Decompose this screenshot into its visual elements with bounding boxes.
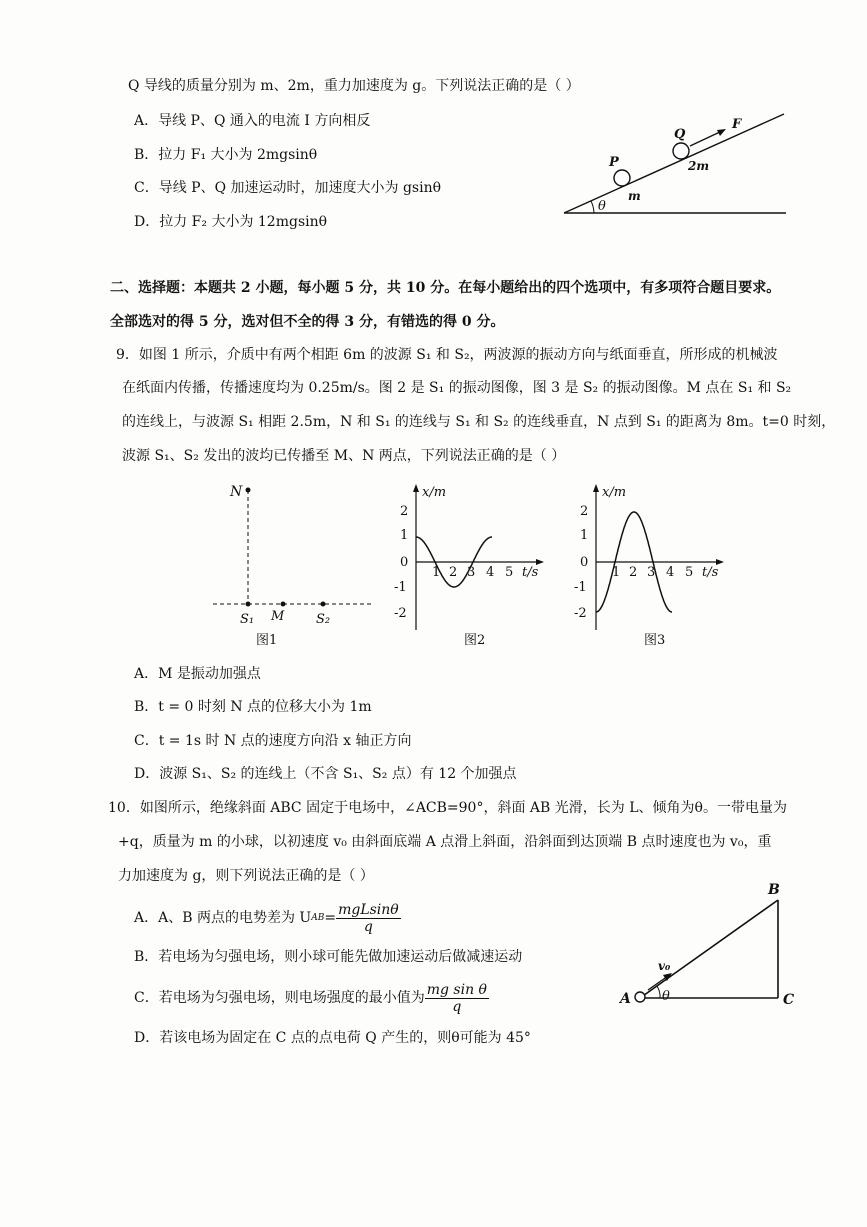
conductor-p <box>614 170 630 186</box>
x-ticks <box>612 565 693 580</box>
label-n: N <box>230 484 243 500</box>
label-f: F <box>732 117 742 132</box>
x-tick-5: 5 <box>505 565 514 580</box>
y-tick-0: 0 <box>580 555 589 570</box>
q10-option-a-fraction <box>336 902 401 935</box>
label-b: B <box>768 882 780 898</box>
x-tick-4: 4 <box>666 565 675 580</box>
y-tick-1: 1 <box>400 528 409 543</box>
y-ticks <box>574 504 588 621</box>
q9-stem-line4: 波源 S₁、S₂ 发出的波均已传播至 M、N 两点，下列说法正确的是（ ） <box>122 448 566 464</box>
y-tick-2: 2 <box>400 504 409 519</box>
q10-stem-line1: 10．如图所示，绝缘斜面 ABC 固定于电场中，∠ACB=90°，斜面 AB 光滑，长为 L、倾角为θ。一带电量为 <box>108 800 787 816</box>
y-tick-1: 1 <box>580 528 589 543</box>
q9-figure2-s1-vibration <box>392 480 552 660</box>
point-s2 <box>321 602 326 607</box>
y-tick-m1: -1 <box>574 580 587 595</box>
q10-option-c[interactable] <box>134 976 489 1020</box>
y-axis-arrowhead <box>593 484 599 492</box>
q10-stem-line2: +q，质量为 m 的小球，以初速度 v₀ 由斜面底端 A 点滑上斜面，沿斜面到达顶端 B 点时速度也为 v₀，重 <box>118 834 772 850</box>
theta-arc <box>657 986 660 998</box>
y-label: x/m <box>422 485 447 500</box>
y-tick-m1: -1 <box>394 580 407 595</box>
q10-option-a-prefix: A．A、B 两点的电势差为 U <box>134 910 312 926</box>
label-m: m <box>628 189 641 203</box>
q9-option-b[interactable]: B．t = 0 时刻 N 点的位移大小为 1m <box>134 699 372 715</box>
q10-option-c-prefix: C．若电场为匀强电场，则电场强度的最小值为 <box>134 990 425 1006</box>
x-tick-5: 5 <box>685 565 694 580</box>
label-p: P <box>609 155 619 170</box>
label-s2: S₂ <box>316 612 331 627</box>
q9-option-d[interactable]: D．波源 S₁、S₂ 的连线上（不含 S₁、S₂ 点）有 12 个加强点 <box>134 766 517 782</box>
q9-option-c[interactable]: C．t = 1s 时 N 点的速度方向沿 x 轴正方向 <box>134 733 412 749</box>
x-tick-3: 3 <box>647 565 656 580</box>
point-m <box>281 602 286 607</box>
theta-arc <box>591 201 594 213</box>
q9-option-a[interactable]: A．M 是振动加强点 <box>134 666 261 682</box>
q8-incline-figure <box>560 108 790 218</box>
q9-stem-line1: 9．如图 1 所示，介质中有两个相距 6m 的波源 S₁ 和 S₂，两波源的振动方向与纸面垂直，所形成的机械波 <box>116 347 778 363</box>
point-s1 <box>246 602 251 607</box>
force-f-arrowhead <box>717 129 726 136</box>
ball <box>635 992 645 1002</box>
y-label: x/m <box>602 485 627 500</box>
x-tick-3: 3 <box>467 565 476 580</box>
y-axis-arrowhead <box>413 484 419 492</box>
section2-line2: 全部选对的得 5 分，选对但不全的得 3 分，有错选的得 0 分。 <box>110 314 505 330</box>
label-v0: v₀ <box>658 959 671 973</box>
x-tick-4: 4 <box>486 565 495 580</box>
label-2m: 2m <box>688 159 710 173</box>
q10-option-c-denominator: q <box>452 998 462 1015</box>
x-label: t/s <box>702 565 719 580</box>
q10-option-d[interactable]: D．若该电场为固定在 C 点的点电荷 Q 产生的，则θ可能为 45° <box>134 1030 531 1046</box>
q10-option-c-fraction <box>425 982 489 1015</box>
q10-option-a[interactable] <box>134 896 401 940</box>
q9-stem-line2: 在纸面内传播，传播速度均为 0.25m/s。图 2 是 S₁ 的振动图像，图 3 是 S₂ 的振动图像。M 点在 S₁ 和 S₂ <box>122 380 792 396</box>
x-tick-2: 2 <box>449 565 458 580</box>
section2-line1: 二、选择题：本题共 2 小题，每小题 5 分，共 10 分。在每小题给出的四个选项中，有多项符合题目要求。 <box>110 280 781 296</box>
q10-option-a-numerator: mgLsinθ <box>338 901 399 918</box>
q10-stem-line3: 力加速度为 g，则下列说法正确的是（ ） <box>118 868 374 884</box>
label-theta: θ <box>662 989 670 1004</box>
q10-option-a-eq: = <box>324 910 337 926</box>
q8-option-a[interactable]: A．导线 P、Q 通入的电流 I 方向相反 <box>134 113 371 129</box>
caption-fig1: 图1 <box>256 633 278 648</box>
q10-option-a-denominator: q <box>363 918 373 935</box>
caption-fig2: 图2 <box>464 633 486 648</box>
q9-figure3-s2-vibration <box>572 480 732 660</box>
label-theta: θ <box>598 199 606 214</box>
q8-option-b[interactable]: B．拉力 F₁ 大小为 2mgsinθ <box>134 147 318 163</box>
x-tick-2: 2 <box>629 565 638 580</box>
caption-fig3: 图3 <box>644 633 666 648</box>
conductor-q <box>673 143 689 159</box>
q10-option-c-numerator: mg sin θ <box>426 981 487 998</box>
label-a: A <box>620 991 631 1007</box>
y-ticks <box>394 504 408 621</box>
y-tick-m2: -2 <box>574 606 587 621</box>
q8-stem-tail: Q 导线的质量分别为 m、2m，重力加速度为 g。下列说法正确的是（ ） <box>128 78 580 94</box>
label-c: C <box>783 992 795 1008</box>
q10-triangle-figure <box>612 880 812 1020</box>
q10-option-b[interactable]: B．若电场为匀强电场，则小球可能先做加速运动后做减速运动 <box>134 949 523 965</box>
q10-option-a-sub: AB <box>311 913 325 923</box>
y-tick-2: 2 <box>580 504 589 519</box>
point-n <box>246 488 251 493</box>
label-q: Q <box>674 127 686 142</box>
x-label: t/s <box>522 565 539 580</box>
y-tick-m2: -2 <box>394 606 407 621</box>
q8-option-c[interactable]: C．导线 P、Q 加速运动时，加速度大小为 gsinθ <box>134 180 442 196</box>
x-tick-1: 1 <box>612 565 621 580</box>
x-tick-1: 1 <box>432 565 441 580</box>
label-m: M <box>271 609 285 624</box>
side-ab <box>640 900 778 998</box>
q9-stem-line3: 的连线上，与波源 S₁ 相距 2.5m，N 和 S₁ 的连线与 S₁ 和 S₂ 的连线垂直，N 点到 S₁ 的距离为 8m。t=0 时刻， <box>122 414 836 430</box>
x-ticks <box>432 565 513 580</box>
label-s1: S₁ <box>240 612 255 627</box>
y-tick-0: 0 <box>400 555 409 570</box>
q8-option-d[interactable]: D．拉力 F₂ 大小为 12mgsinθ <box>134 214 328 230</box>
q9-figure1 <box>208 480 378 660</box>
